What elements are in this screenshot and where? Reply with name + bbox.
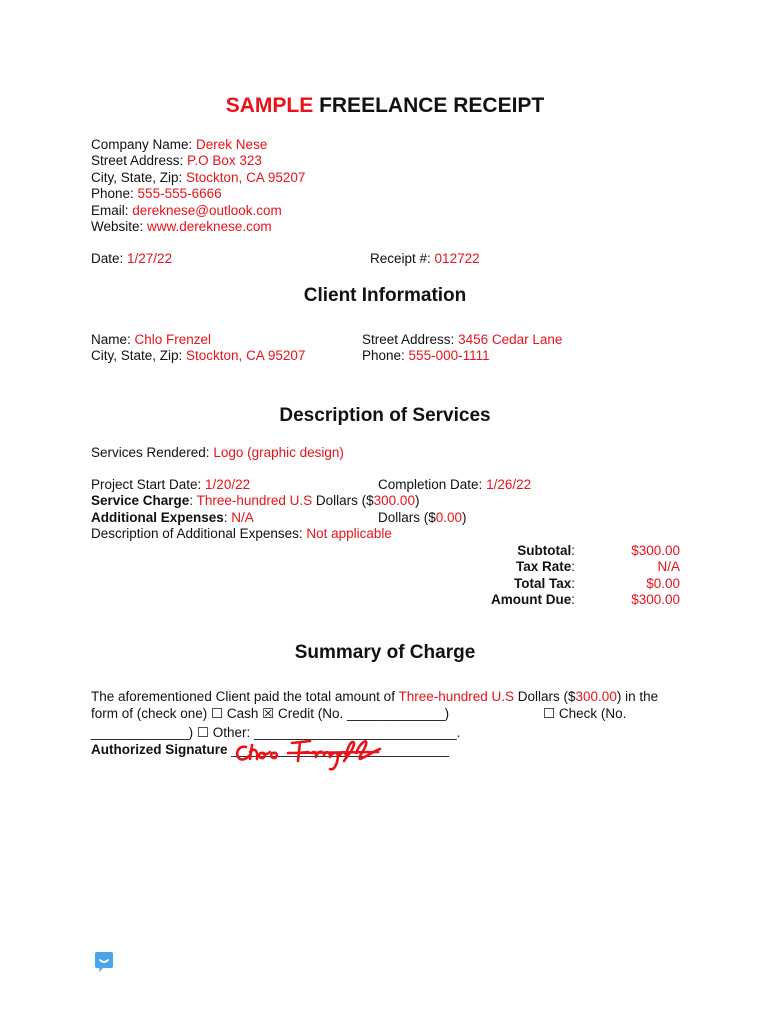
company-email-value: dereknese@outlook.com xyxy=(132,203,282,218)
client-phone-value: 555-000-1111 xyxy=(408,348,490,363)
title-rest: FREELANCE RECEIPT xyxy=(313,94,545,117)
client-heading: Client Information xyxy=(303,285,467,306)
receipt-line xyxy=(370,251,480,268)
additional-expenses-line: Additional Expenses: N/A xyxy=(91,510,254,525)
title-sample: SAMPLE xyxy=(225,94,314,117)
signature-blank: _____________________________ xyxy=(227,742,449,757)
company-city-line xyxy=(91,170,305,187)
other-option-line: _____________) ☐ Other: ___________________________. xyxy=(91,725,461,740)
total-tax-label: Total Tax xyxy=(513,576,572,591)
receipt-label: Receipt #: xyxy=(370,251,435,266)
tax-rate-value: N/A xyxy=(657,559,680,574)
summary-text-c: ) in the xyxy=(616,689,659,704)
project-start-value: 1/20/22 xyxy=(205,477,251,492)
client-name-label: Name: xyxy=(91,332,135,347)
services-rendered-label: Services Rendered: xyxy=(91,445,214,460)
date-value: 1/27/22 xyxy=(127,251,173,266)
company-phone-value: 555-555-6666 xyxy=(137,186,222,201)
expenses-amount: 0.00 xyxy=(435,510,463,525)
company-website-line xyxy=(91,219,272,236)
summary-heading: Summary of Charge xyxy=(294,642,476,663)
service-charge-end: ) xyxy=(414,493,420,508)
amount-due-value: $300.00 xyxy=(631,592,680,607)
client-city-line xyxy=(91,348,305,365)
tax-rate-label: Tax Rate xyxy=(515,559,572,574)
service-charge-words: Three-hundred U.S xyxy=(196,493,313,508)
services-rendered-value: Logo (graphic design) xyxy=(213,445,344,460)
date-label: Date: xyxy=(91,251,128,266)
client-phone-label: Phone: xyxy=(362,348,409,363)
company-street-label: Street Address: xyxy=(91,153,188,168)
expenses-description-value: Not applicable xyxy=(306,526,392,541)
expenses-dollars-label: Dollars ($ xyxy=(378,510,436,525)
additional-expenses-value: N/A xyxy=(231,510,254,525)
completion-label: Completion Date: xyxy=(378,477,487,492)
company-city-label: City, State, Zip: xyxy=(91,170,187,185)
project-start-line xyxy=(91,477,250,494)
handwritten-signature xyxy=(228,733,388,775)
summary-text-b: Dollars ($ xyxy=(514,689,576,704)
service-charge-line: Service Charge: Three-hundred U.S Dollars ($300.00) xyxy=(91,493,420,508)
client-name-value: Chlo Frenzel xyxy=(134,332,212,347)
project-start-label: Project Start Date: xyxy=(91,477,206,492)
additional-expenses-label: Additional Expenses xyxy=(91,510,224,525)
client-city-label: City, State, Zip: xyxy=(91,348,187,363)
chat-bubble-icon[interactable] xyxy=(94,951,114,973)
tax-rate-label-line: Tax Rate: xyxy=(515,559,575,574)
company-name-value: Derek Nese xyxy=(196,137,268,152)
company-phone-line xyxy=(91,186,222,203)
total-tax-label-line: Total Tax: xyxy=(513,576,575,591)
completion-value: 1/26/22 xyxy=(486,477,532,492)
subtotal-label-line: Subtotal: xyxy=(517,543,575,558)
company-website-value: www.dereknese.com xyxy=(147,219,272,234)
client-street-line xyxy=(362,332,562,349)
company-street-line xyxy=(91,153,262,170)
client-name-line xyxy=(91,332,211,349)
company-street-value: P.O Box 323 xyxy=(187,153,262,168)
company-name-line xyxy=(91,137,267,154)
summary-line-1 xyxy=(91,689,658,706)
client-street-value: 3456 Cedar Lane xyxy=(458,332,563,347)
check-option: ☐ Check (No. xyxy=(543,706,627,721)
expenses-description-label: Description of Additional Expenses: xyxy=(91,526,307,541)
date-line xyxy=(91,251,172,268)
summary-amount-words: Three-hundred U.S xyxy=(398,689,515,704)
service-charge-label: Service Charge xyxy=(91,493,190,508)
subtotal-label: Subtotal xyxy=(517,543,572,558)
subtotal-value: $300.00 xyxy=(631,543,680,558)
company-email-line xyxy=(91,203,282,220)
company-name-label: Company Name: xyxy=(91,137,197,152)
amount-due-label-line: Amount Due: xyxy=(490,592,575,607)
company-website-label: Website: xyxy=(91,219,148,234)
client-street-label: Street Address: xyxy=(362,332,459,347)
authorized-signature-label: Authorized Signature xyxy=(91,742,228,757)
company-city-value: Stockton, CA 95207 xyxy=(186,170,306,185)
company-email-label: Email: xyxy=(91,203,133,218)
summary-amount: 300.00 xyxy=(575,689,617,704)
completion-line xyxy=(378,477,531,494)
services-heading: Description of Services xyxy=(279,405,491,426)
expenses-end: ) xyxy=(462,510,467,525)
service-charge-amount: 300.00 xyxy=(373,493,415,508)
client-phone-line xyxy=(362,348,490,365)
page-title xyxy=(0,93,770,119)
payment-method-line: form of (check one) ☐ Cash ☒ Credit (No. _____________) xyxy=(91,706,450,721)
expenses-description-line xyxy=(91,526,392,543)
client-city-value: Stockton, CA 95207 xyxy=(186,348,306,363)
summary-text-a: The aforementioned Client paid the total amount of xyxy=(91,689,399,704)
expenses-dollars-line xyxy=(378,510,467,527)
company-phone-label: Phone: xyxy=(91,186,138,201)
services-rendered-line xyxy=(91,445,344,462)
receipt-number: 012722 xyxy=(434,251,480,266)
amount-due-label: Amount Due xyxy=(490,592,572,607)
total-tax-value: $0.00 xyxy=(646,576,680,591)
service-charge-mid: Dollars ($ xyxy=(312,493,374,508)
